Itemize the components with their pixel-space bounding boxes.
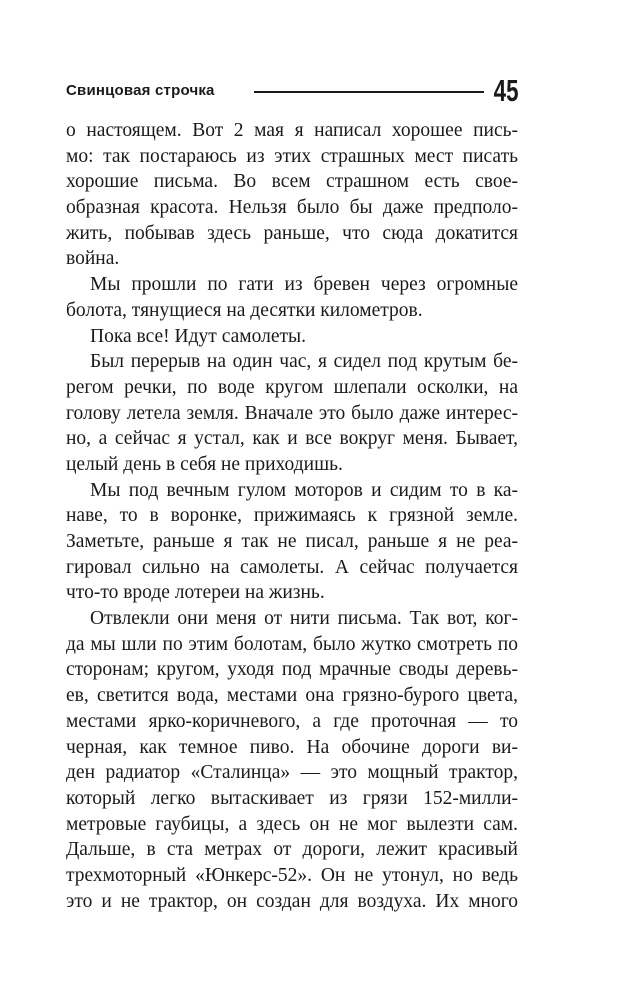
text-line: но, а сейчас я устал, как и все вокруг меня. Бывает, [66,428,518,450]
running-title: Свинцовая строчка [66,82,215,99]
text-line: наве, то в воронке, прижимаясь к грязной земле. [66,505,518,527]
page-header [66,74,518,108]
page-number: 45 [493,73,518,108]
text-line: который легко вытаскивает из грязи 152-милли- [66,787,518,809]
text-line: Дальше, в ста метрах от дороги, лежит красивый [66,839,518,861]
body-text [66,118,518,914]
text-line: мо: так постараюсь из этих страшных мест писать [66,145,518,167]
paragraph-first-line: Мы под вечным гулом моторов и сидим то в ка- [90,479,518,501]
text-line: целый день в себя не приходишь. [66,453,343,475]
text-line: ев, светится вода, местами она грязно-бурого цвета, [66,685,518,707]
text-line: черная, как темное пиво. На обочине дороги ви- [66,736,518,758]
text-line: да мы шли по этим болотам, было жутко смотреть по [66,633,518,655]
header-rule [254,91,484,93]
text-line: ден радиатор «Сталинца» — это мощный трактор, [66,762,518,784]
text-line: гировал сильно на самолеты. А сейчас получается [66,556,518,578]
paragraph-first-line: Мы прошли по гати из бревен через огромные [90,274,518,296]
paragraph-first-line: Пока все! Идут самолеты. [90,325,306,347]
text-line: война. [66,248,120,270]
text-line: это и не трактор, он создан для воздуха. Их много [66,890,518,912]
text-line: метровые гаубицы, а здесь он не мог вылезти сам. [66,813,518,835]
text-line: о настоящем. Вот 2 мая я написал хорошее пись- [66,120,518,141]
paragraph-first-line: Был перерыв на один час, я сидел под крутым бе- [90,351,518,373]
text-line: голову летела земля. Вначале это было даже интерес- [66,402,518,424]
text-line: местами ярко-коричневого, а где проточная — то [66,710,518,732]
text-line: жить, побывав здесь раньше, что сюда докатится [66,222,518,244]
text-line: трехмоторный «Юнкерс-52». Он не утонул, но ведь [66,864,518,886]
text-line: регом речки, по воде кругом шлепали осколки, на [66,376,518,398]
text-line: болота, тянущиеся на десятки километров. [66,299,423,321]
paragraph-first-line: Отвлекли они меня от нити письма. Так вот, ког- [90,608,518,630]
text-line: что-то вроде лотереи на жизнь. [66,582,325,604]
text-line: хорошие письма. Во всем страшном есть свое- [66,171,518,193]
text-line: образная красота. Нельзя было бы даже предполо- [66,197,518,219]
text-line: Заметьте, раньше я так не писал, раньше я не реа- [66,531,518,552]
text-line: сторонам; кругом, уходя под мрачные своды деревь- [66,659,518,681]
